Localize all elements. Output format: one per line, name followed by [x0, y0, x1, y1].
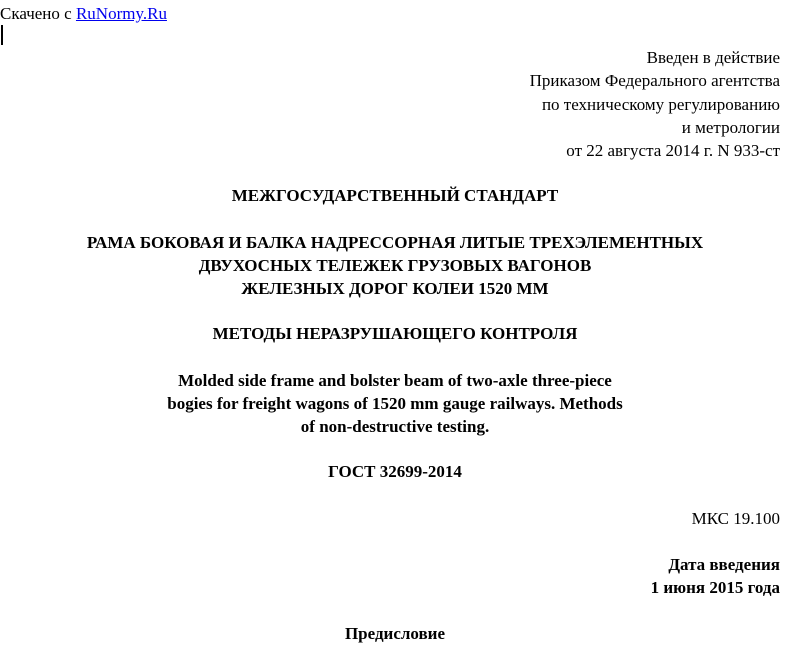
title-ru-line-1: РАМА БОКОВАЯ И БАЛКА НАДРЕССОРНАЯ ЛИТЫЕ ТРЕХЭЛЕМЕНТНЫХ — [86, 233, 704, 252]
runormy-link[interactable]: RuNormy.Ru — [75, 4, 167, 23]
subtitle-ru: МЕТОДЫ НЕРАЗРУШАЮЩЕГО КОНТРОЛЯ — [212, 324, 578, 343]
title-ru-line-2: ДВУХОСНЫХ ТЕЛЕЖЕК ГРУЗОВЫХ ВАГОНОВ — [198, 256, 592, 275]
intro-date-label: Дата введения — [668, 555, 780, 574]
mks-code: МКС 19.100 — [691, 509, 780, 528]
enactment-line-4: и метрологии — [681, 118, 780, 137]
gost-number: ГОСТ 32699-2014 — [328, 462, 462, 481]
enactment-line-1: Введен в действие — [646, 48, 780, 67]
title-en-line-3: of non-destructive testing. — [300, 417, 490, 436]
standard-type: МЕЖГОСУДАРСТВЕННЫЙ СТАНДАРТ — [231, 186, 559, 205]
intro-date-value: 1 июня 2015 года — [650, 578, 780, 597]
enactment-line-2: Приказом Федерального агентства — [529, 71, 780, 90]
enactment-line-3: по техническому регулированию — [541, 95, 780, 114]
title-en-line-2: bogies for freight wagons of 1520 mm gauge railways. Methods — [167, 394, 623, 413]
title-en-line-1: Molded side frame and bolster beam of two-axle three-piece — [178, 371, 612, 390]
preface-heading: Предисловие — [344, 624, 446, 643]
title-ru-line-3: ЖЕЛЕЗНЫХ ДОРОГ КОЛЕИ 1520 ММ — [241, 279, 549, 298]
enactment-line-5: от 22 августа 2014 г. N 933-ст — [566, 141, 780, 160]
source-prefix: Скачено с — [0, 4, 76, 23]
source-line — [0, 2, 167, 25]
text-cursor — [1, 25, 3, 45]
